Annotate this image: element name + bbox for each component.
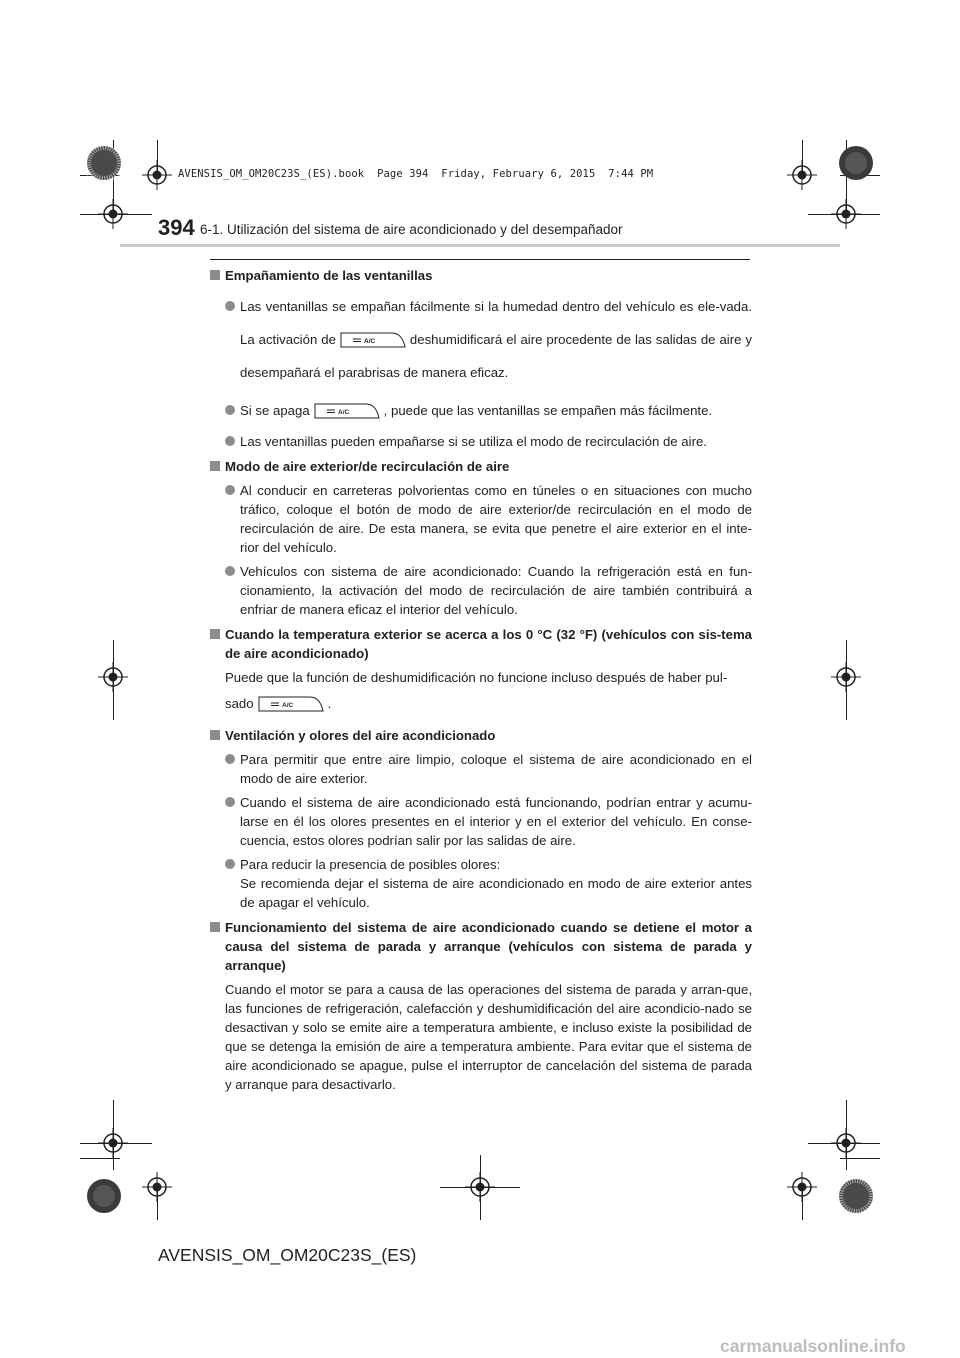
book-stamp: AVENSIS_OM_OM20C23S_(ES).book Page 394 Friday, February 6, 2015 7:44 PM (178, 168, 654, 180)
section-heading: Ventilación y olores del aire acondicionado (210, 726, 752, 745)
registration-mark-icon (98, 662, 128, 692)
registration-mark-icon (831, 662, 861, 692)
registration-mark-icon (787, 1172, 817, 1202)
color-target-icon (86, 1178, 122, 1214)
section-odors (210, 726, 752, 912)
crop-mark (80, 1158, 120, 1159)
square-bullet-icon (210, 922, 220, 932)
watermark: carmanualsonline.info (720, 1336, 906, 1356)
crop-mark (480, 1155, 481, 1220)
page-number: 394 (158, 215, 195, 240)
ac-button-icon (314, 403, 380, 420)
section-fogging (210, 266, 752, 451)
section-heading: Modo de aire exterior/de recirculación de aire (210, 457, 752, 476)
square-bullet-icon (210, 270, 220, 280)
square-bullet-icon (210, 629, 220, 639)
section-stop-start (210, 918, 752, 1094)
registration-mark-icon (787, 160, 817, 190)
paragraph: Puede que la función de deshumidificación no funcione incluso después de haber pul- (225, 670, 728, 685)
crop-mark (840, 1158, 880, 1159)
bullet-item: Las ventanillas se empañan fácilmente si la humedad dentro del vehículo es ele-vada. La activación de deshumidificará el aire procedente de las salidas de aire y desempañará el parabrisas de manera eficaz. (210, 290, 752, 389)
registration-mark-icon (142, 160, 172, 190)
square-bullet-icon (210, 730, 220, 740)
registration-mark-icon (98, 199, 128, 229)
round-bullet-icon (225, 436, 235, 446)
round-bullet-icon (225, 566, 235, 576)
header-rule (120, 244, 840, 247)
paragraph: Cuando el motor se para a causa de las operaciones del sistema de parada y arran-que, las funciones de refrigeración, calefacción y deshumidificación del aire acondicio-nado se desactivan y solo se emite aire a temperatura ambiente, e incluso existe la posibilidad de que se detenga la emisión de aire a temperatura ambiente. Para evitar que el sistema de aire acondicionado se apague, pulse el interruptor de cancelación del sistema de parada y arranque para desactivarlo. (225, 982, 752, 1092)
color-target-icon (838, 145, 874, 181)
color-target-icon (838, 1178, 874, 1214)
round-bullet-icon (225, 485, 235, 495)
round-bullet-icon (225, 301, 235, 311)
bullet-item: Vehículos con sistema de aire acondicionado: Cuando la refrigeración está en fun-cionamiento, la activación del modo de recirculación de aire también contribuirá a enfriar de manera eficaz el interior del vehículo. (210, 562, 752, 619)
bullet-item: Si se apaga , puede que las ventanillas se empañen más fácilmente. (210, 394, 752, 427)
bullet-item: Al conducir en carreteras polvorientas como en túneles o en situaciones con mucho tráfico, coloque el botón de modo de aire exterior/de recirculación en el modo de recirculación de aire. De esta manera, se evita que penetre el aire exterior en el inte-rior del vehículo. (210, 481, 752, 557)
registration-mark-icon (142, 1172, 172, 1202)
round-bullet-icon (225, 797, 235, 807)
section-heading: Empañamiento de las ventanillas (210, 266, 752, 285)
round-bullet-icon (225, 405, 235, 415)
page-content (210, 264, 752, 1100)
bullet-item: Para reducir la presencia de posibles olores: Se recomienda dejar el sistema de aire acondicionado en modo de aire exterior antes de apagar el vehículo. (210, 855, 752, 912)
section-recirculation (210, 457, 752, 619)
round-bullet-icon (225, 754, 235, 764)
bullet-item: Las ventanillas pueden empañarse si se utiliza el modo de recirculación de aire. (210, 432, 752, 451)
registration-mark-icon (831, 199, 861, 229)
square-bullet-icon (210, 461, 220, 471)
bullet-item: Cuando el sistema de aire acondicionado está funcionando, podrían entrar y acumu-larse en él los olores presentes en el interior y en el exterior del vehículo. En conse-cuencia, estos olores podrían salir por las salidas de aire. (210, 793, 752, 850)
registration-mark-icon (831, 1128, 861, 1158)
bullet-item: Para permitir que entre aire limpio, coloque el sistema de aire acondicionado en el modo de aire exterior. (210, 750, 752, 788)
section-heading: Cuando la temperatura exterior se acerca a los 0 °C (32 °F) (vehículos con sis-tema de aire acondicionado) (210, 625, 752, 663)
section-title: 6-1. Utilización del sistema de aire acondicionado y del desempañador (200, 222, 623, 237)
document-code: AVENSIS_OM_OM20C23S_(ES) (158, 1245, 417, 1265)
color-target-icon (86, 145, 122, 181)
ac-button-icon (340, 332, 406, 349)
ac-button-icon (258, 696, 324, 713)
round-bullet-icon (225, 859, 235, 869)
section-temperature (210, 625, 752, 720)
section-heading: Funcionamiento del sistema de aire acondicionado cuando se detiene el motor a causa del sistema de parada y arranque (vehículos con sistema de parada y arranque) (210, 918, 752, 975)
paragraph: sado . (210, 687, 752, 720)
content-rule (210, 259, 750, 260)
registration-mark-icon (98, 1128, 128, 1158)
